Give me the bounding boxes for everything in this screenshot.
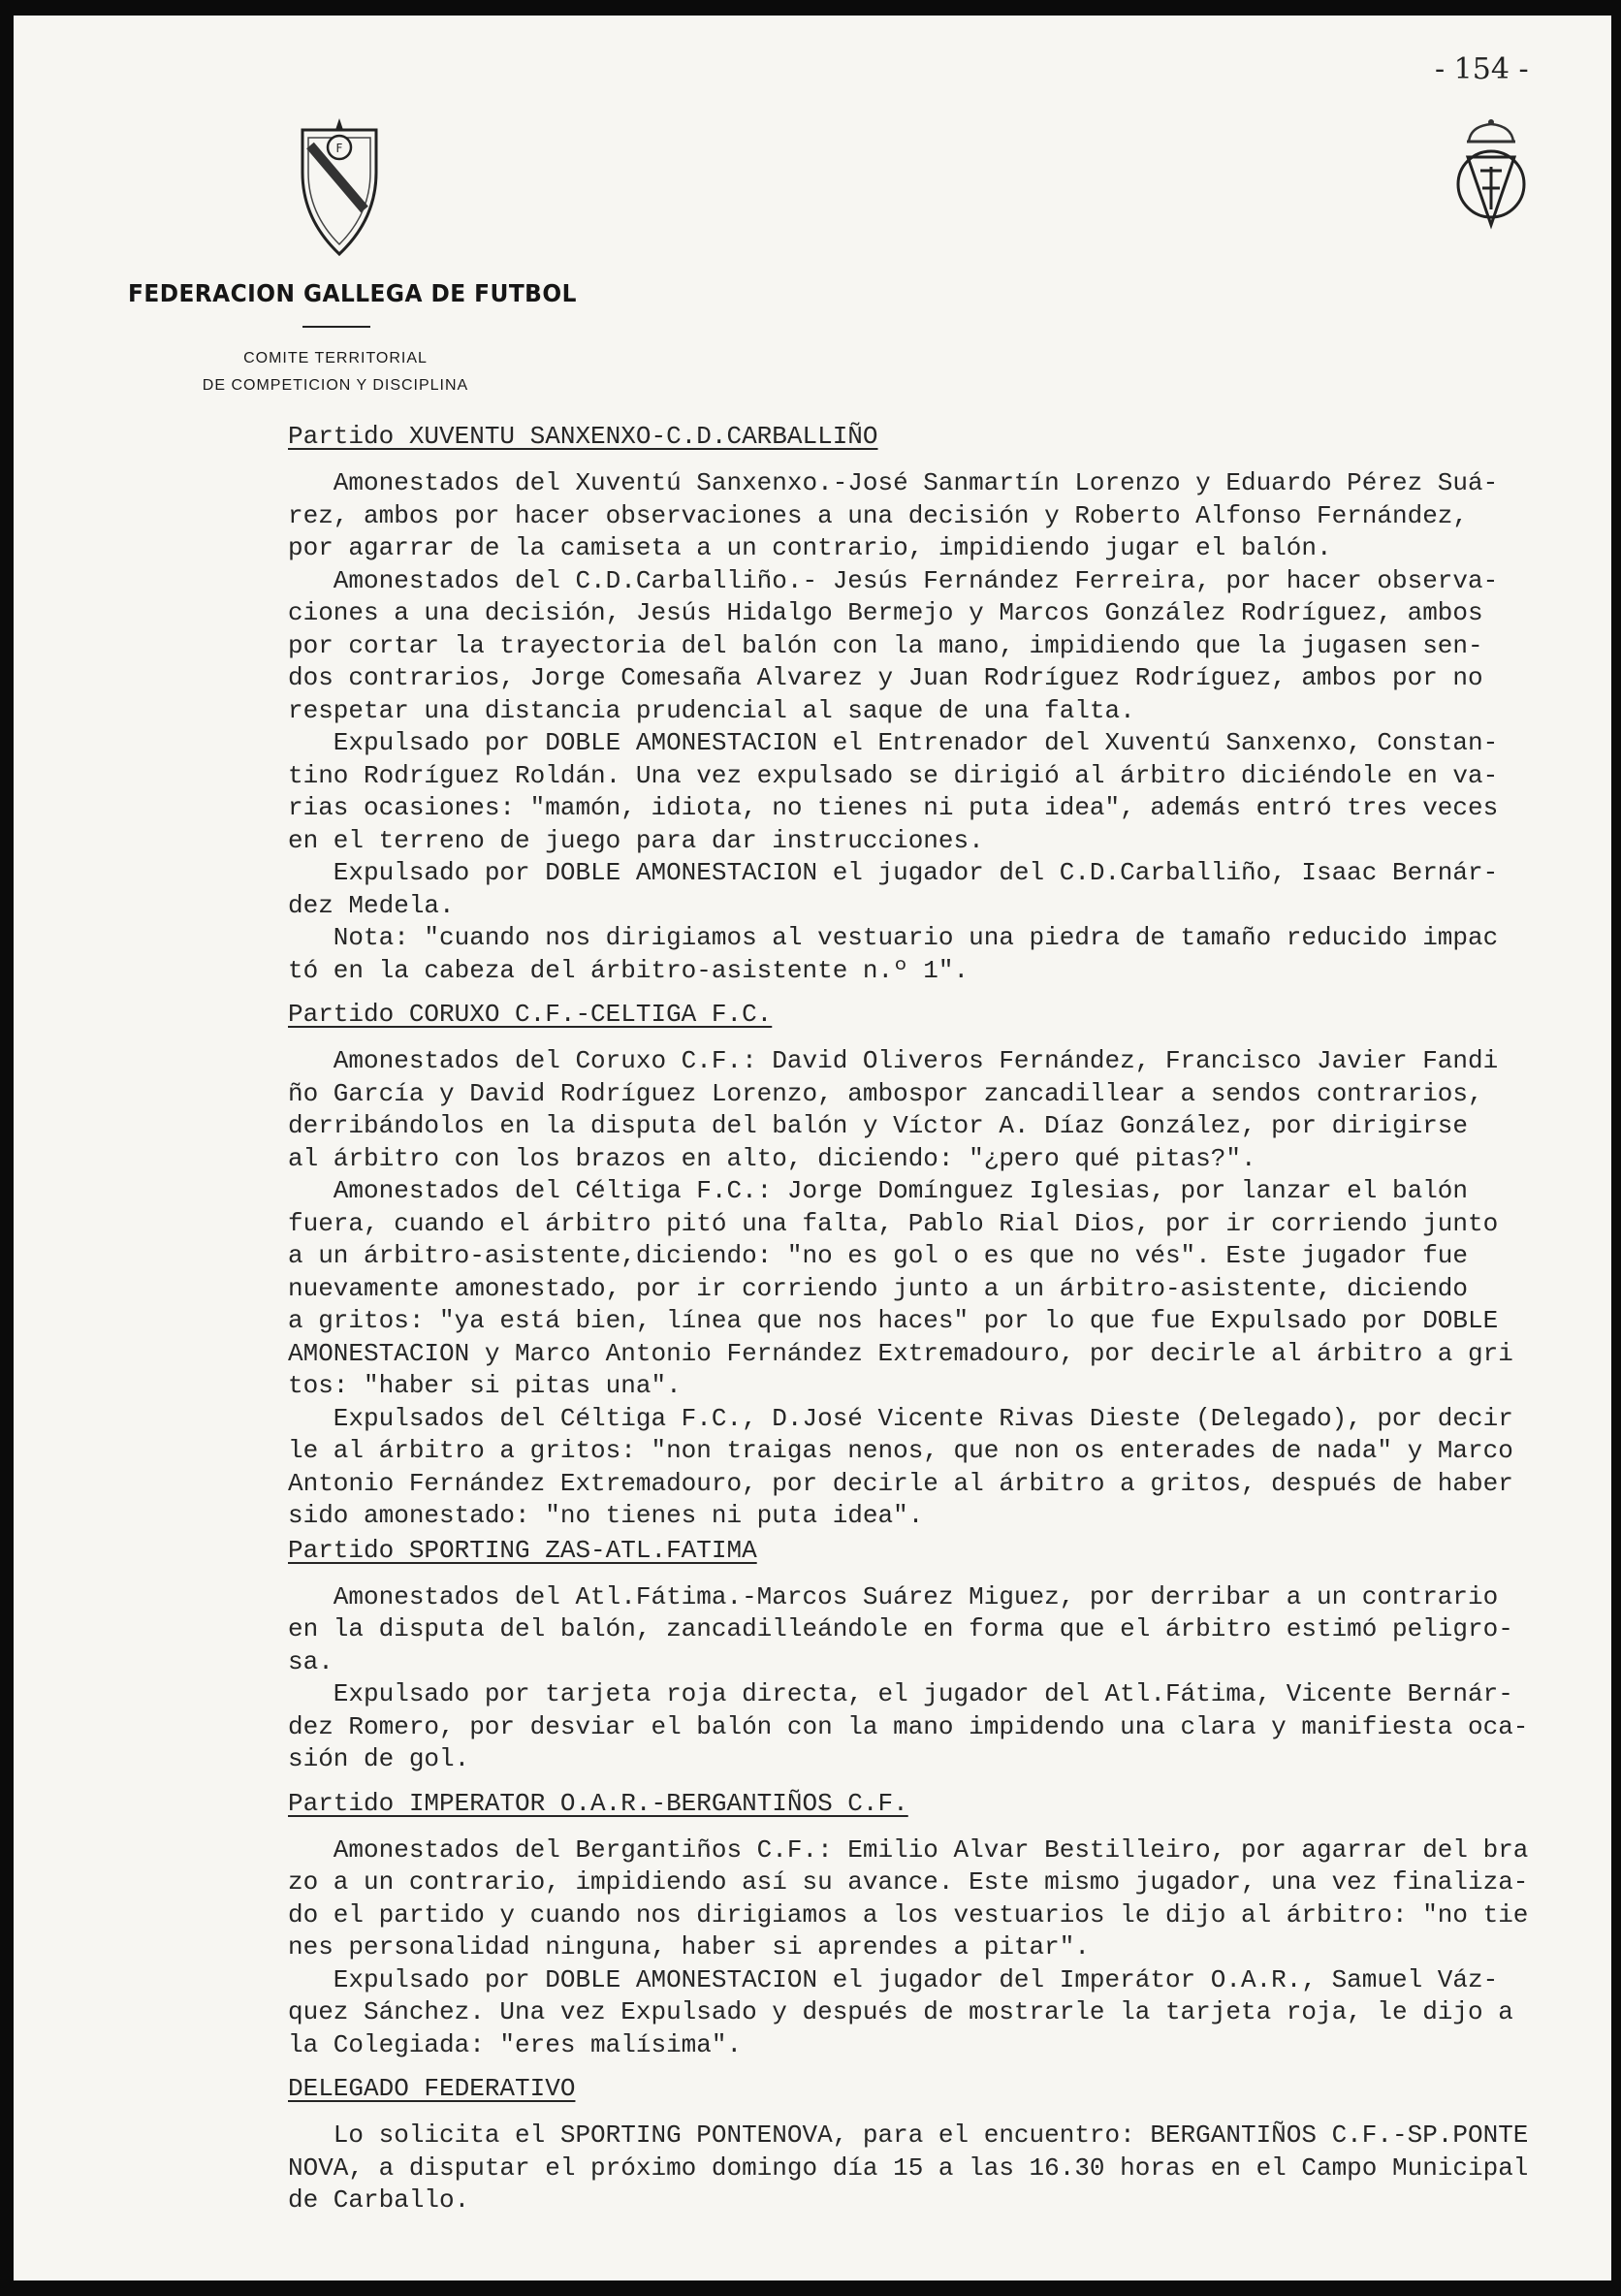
text-line: Expulsado por tarjeta roja directa, el jugador del Atl.Fátima, Vicente Bernár- <box>288 1679 1513 1708</box>
delegate-heading: DELEGADO FEDERATIVO <box>288 2074 576 2103</box>
text-line: respetar una distancia prudencial al saque de una falta. <box>288 695 1135 725</box>
text-line: ciones a una decisión, Jesús Hidalgo Bermejo y Marcos González Rodríguez, ambos <box>288 598 1483 627</box>
match-heading-3: Partido SPORTING ZAS-ATL.FATIMA <box>288 1535 757 1565</box>
text-line: Expulsados del Céltiga F.C., D.José Vicente Rivas Dieste (Delegado), por decir <box>288 1403 1513 1433</box>
text-line: en el terreno de juego para dar instrucciones. <box>288 825 984 855</box>
text-line: do el partido y cuando nos dirigiamos a los vestuarios le dijo al árbitro: "no tie <box>288 1899 1529 1929</box>
document-body <box>288 421 1606 2217</box>
text-line: Amonestados del Bergantiños C.F.: Emilio Alvar Bestilleiro, por agarrar del bra <box>288 1834 1529 1865</box>
text-line: zo a un contrario, impidiendo así su avance. Este mismo jugador, una vez finaliza- <box>288 1867 1529 1897</box>
text-line: tino Rodríguez Roldán. Una vez expulsado se dirigió al árbitro diciéndole en va- <box>288 760 1499 790</box>
text-line: tó en la cabeza del árbitro-asistente n.º 1". <box>288 955 969 985</box>
committee-line-2: DE COMPETICION Y DISCIPLINA <box>202 377 469 394</box>
text-line: Antonio Fernández Extremadouro, por decirle al árbitro a gritos, después de haber <box>288 1468 1513 1498</box>
galician-federation-shield-logo <box>297 116 382 258</box>
text-line: dez Medela. <box>288 890 455 920</box>
text-line: rez, ambos por hacer observaciones a una decisión y Roberto Alfonso Fernández, <box>288 500 1468 530</box>
text-line: Expulsado por DOBLE AMONESTACION el jugador del C.D.Carballiño, Isaac Bernár- <box>288 858 1499 887</box>
text-line: Amonestados del Atl.Fátima.-Marcos Suárez Miguez, por derribar a un contrario <box>288 1581 1499 1611</box>
text-line: de Carballo. <box>288 2185 470 2215</box>
text-line: derribándolos en la disputa del balón y Víctor A. Díaz González, por dirigirse <box>288 1111 1468 1140</box>
text-line: por agarrar de la camiseta a un contrario, impidiendo jugar el balón. <box>288 533 1332 562</box>
text-line: rias ocasiones: "mamón, idiota, no tienes ni puta idea", además entró tres veces <box>288 793 1499 822</box>
header-divider <box>302 326 370 328</box>
text-line: Amonestados del Xuventú Sanxenxo.-José Sanmartín Lorenzo y Eduardo Pérez Suá- <box>288 468 1499 497</box>
text-line: sa. <box>288 1646 334 1676</box>
text-line: sido amonestado: "no tienes ni puta idea". <box>288 1501 924 1530</box>
text-line: en la disputa del balón, zancadilleándole en forma que el árbitro estimó peligro- <box>288 1614 1513 1643</box>
spanish-federation-crest-logo <box>1451 116 1531 240</box>
document-page <box>14 16 1611 2280</box>
text-line: nes personalidad ninguna, haber si aprendes a pitar". <box>288 1932 1090 1961</box>
text-line: Amonestados del Céltiga F.C.: Jorge Domínguez Iglesias, por lanzar el balón <box>288 1176 1468 1205</box>
match-section-2 <box>288 1045 1606 1533</box>
text-line: Lo solicita el SPORTING PONTENOVA, para el encuentro: BERGANTIÑOS C.F.-SP.PONTE <box>288 2121 1529 2150</box>
text-line: a un árbitro-asistente,diciendo: "no es gol o es que no vés". Este jugador fue <box>288 1241 1468 1270</box>
text-line: NOVA, a disputar el próximo domingo día 15 a las 16.30 horas en el Campo Municipal <box>288 2152 1529 2183</box>
match-section-1 <box>288 467 1606 987</box>
match-section-3 <box>288 1581 1606 1776</box>
text-line: Nota: "cuando nos dirigiamos al vestuario una piedra de tamaño reducido impac <box>288 923 1499 952</box>
match-heading-1: Partido XUVENTU SANXENXO-C.D.CARBALLIÑO <box>288 422 878 451</box>
match-heading-4: Partido IMPERATOR O.A.R.-BERGANTIÑOS C.F. <box>288 1788 908 1818</box>
text-line: nuevamente amonestado, por ir corriendo junto a un árbitro-asistente, diciendo <box>288 1273 1468 1303</box>
text-line: Expulsado por DOBLE AMONESTACION el Entrenador del Xuventú Sanxenxo, Constan- <box>288 728 1499 757</box>
text-line: Expulsado por DOBLE AMONESTACION el jugador del Imperátor O.A.R., Samuel Váz- <box>288 1964 1499 1994</box>
text-line: ño García y David Rodríguez Lorenzo, ambospor zancadillear a sendos contrarios, <box>288 1078 1483 1108</box>
committee-line-1: COMITE TERRITORIAL <box>243 350 428 367</box>
text-line: fuera, cuando el árbitro pitó una falta, Pablo Rial Dios, por ir corriendo junto <box>288 1208 1499 1238</box>
text-line: Amonestados del Coruxo C.F.: David Oliveros Fernández, Francisco Javier Fandi <box>288 1046 1499 1075</box>
match-heading-2: Partido CORUXO C.F.-CELTIGA F.C. <box>288 1000 773 1029</box>
svg-text:F: F <box>335 142 343 155</box>
text-line: quez Sánchez. Una vez Expulsado y después de mostrarle la tarjeta roja, le dijo a <box>288 1997 1513 2026</box>
text-line: dez Romero, por desviar el balón con la mano impidendo una clara y manifiesta oca- <box>288 1711 1529 1741</box>
text-line: tos: "haber si pitas una". <box>288 1371 682 1400</box>
text-line: dos contrarios, Jorge Comesaña Alvarez y Juan Rodríguez Rodríguez, ambos por no <box>288 663 1483 692</box>
federation-name: FEDERACION GALLEGA DE FUTBOL <box>128 279 577 307</box>
committee-name <box>149 345 522 399</box>
match-section-4 <box>288 1834 1606 2062</box>
text-line: AMONESTACION y Marco Antonio Fernández Extremadouro, por decirle al árbitro a gri <box>288 1338 1513 1368</box>
text-line: le al árbitro a gritos: "non traigas nenos, que non os enterades de nada" y Marco <box>288 1436 1513 1465</box>
page-number: - 154 - <box>1435 52 1529 86</box>
delegate-section <box>288 2120 1606 2217</box>
text-line: Amonestados del C.D.Carballiño.- Jesús Fernández Ferreira, por hacer observa- <box>288 565 1499 595</box>
text-line: la Colegiada: "eres malísima". <box>288 2029 743 2059</box>
text-line: a gritos: "ya está bien, línea que nos haces" por lo que fue Expulsado por DOBLE <box>288 1306 1499 1335</box>
text-line: sión de gol. <box>288 1744 470 1773</box>
text-line: al árbitro con los brazos en alto, diciendo: "¿pero qué pitas?". <box>288 1143 1256 1173</box>
text-line: por cortar la trayectoria del balón con la mano, impidiendo que la jugasen sen- <box>288 630 1483 660</box>
